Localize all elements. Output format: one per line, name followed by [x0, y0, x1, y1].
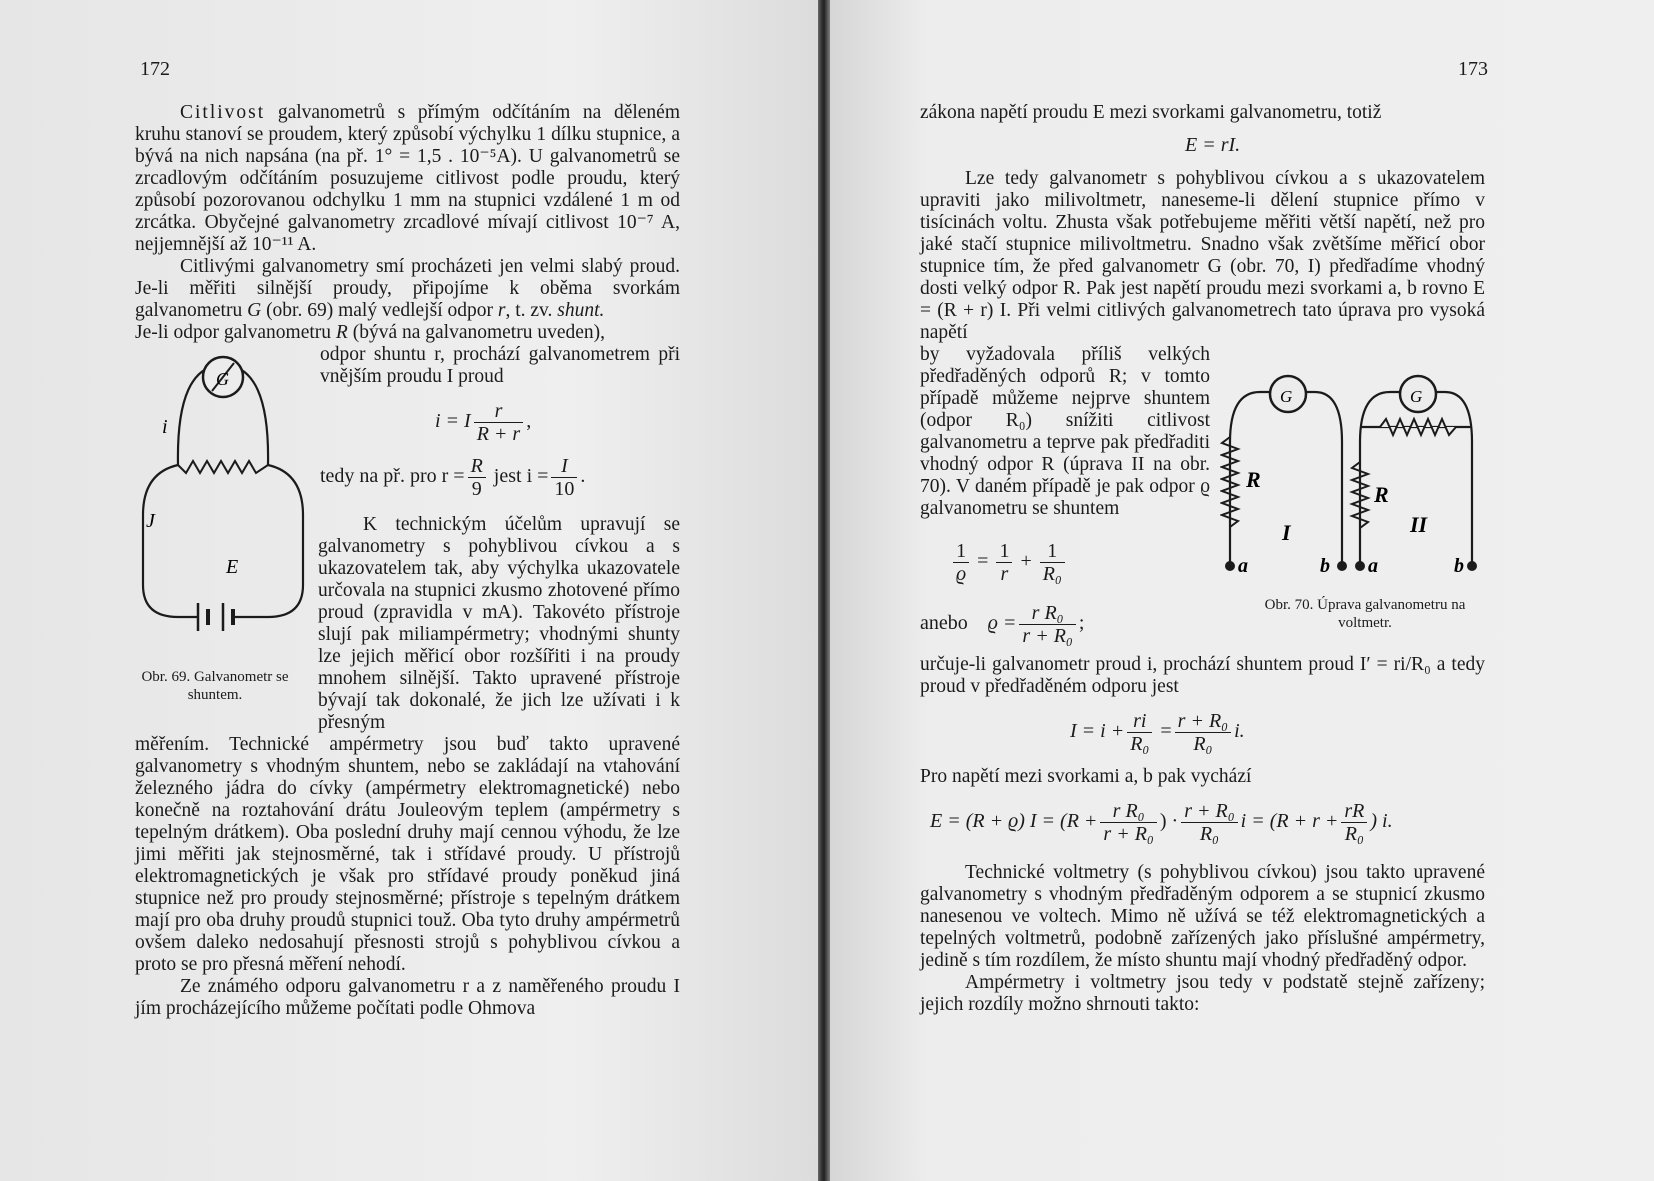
- formula-example: tedy na př. pro r = $\frac{R}{9}$ jest i = $\frac{I}{10}$ .: [320, 455, 586, 500]
- paragraph-ammeters: měřením. Technické ampérmetry jsou buď takto upravené galvanometry s vhodným shuntem, nebo se zakládají na vtahování železného jádra do cívky (ampérmetry elektromagnetické) nebo konečně na roztahování drátu Jouleovým teplem (ampérmetry s tepelným drátkem). Oba poslední druhy mají cennou výhodu, že lze jimi měřiti jak stejnosměrné, tak i střídavé proudy. U přístrojů elektromagnetických je však pro střídavé proudy poněkud jiná stupnice než pro proudy stejnosměrné; přístroje s tepelným drátkem mají pro oba druhy proudů stupnici touž. Oba tyto druhy ampérmetrů ovšem daleko nedosahují přesnosti strojů s pohyblivou cívkou a proto se pro přesná měření nehodí.: [135, 734, 680, 975]
- text-run: (obr. 69) malý vedlejší odpor: [261, 300, 498, 321]
- numerator: 1: [953, 540, 969, 563]
- paragraph-millivoltmeter: Lze tedy galvanometr s pohyblivou cívkou a s ukazovatelem upraviti jako milivoltmetr, naneseme-li dělení stupnice přímo v tisícinách voltu. Zhusta však potřebujeme měřiti větší napětí, než pro jaké stačí stupnice milivoltmetru. Snadno však zvětšíme měřicí obor stupnice tím, že před galvanometr G (obr. 70, I) předřadíme vhodný dosti velký odpor R. Pak jest napětí proudu mezi svorkami a, b rovno E = (R + r) I. Při velmi citlivých galvanometrech tato úprava pro vysoká napětí: [920, 168, 1485, 343]
- text-run: (bývá na galvanometru uveden),: [347, 322, 606, 343]
- fraction: [996, 540, 1012, 585]
- terminal-b-icon: [1337, 561, 1347, 571]
- numerator: rR: [1341, 800, 1367, 823]
- numerator: R: [468, 455, 486, 478]
- denominator: r + R₀: [1103, 823, 1154, 845]
- text-technical-right: [318, 514, 680, 734]
- terminal-a-icon: [1225, 561, 1235, 571]
- denominator: R₀: [1193, 733, 1213, 755]
- shunt-resistor-icon: [178, 461, 268, 473]
- paragraph-text: Pro napětí mezi svorkami a, b pak vychází: [920, 766, 1252, 787]
- resistor-label-R: R: [1374, 482, 1389, 507]
- text-run: Je-li odpor galvanometru: [135, 322, 336, 343]
- shunt-resistor-icon: [1380, 419, 1456, 435]
- symbol-r: r: [497, 300, 506, 321]
- numerator: 1: [996, 540, 1012, 563]
- term-shunt: shunt.: [557, 300, 605, 321]
- term-sensitivity: Citlivost: [180, 102, 266, 123]
- page-number: 173: [1458, 58, 1488, 80]
- formula-text: i.: [1234, 720, 1245, 743]
- symbol-G: G: [247, 300, 262, 321]
- circuit-label-II: II: [1410, 512, 1428, 537]
- numerator: r + R₀: [1175, 710, 1231, 733]
- formula-text: E = rI.: [1185, 134, 1241, 156]
- series-resistor-icon: [1352, 462, 1368, 528]
- paragraph-sensitivity: [135, 102, 680, 256]
- numerator: r: [474, 400, 524, 423]
- resistor-label-R: R: [1246, 467, 1261, 492]
- galvanometer-label: G: [216, 369, 229, 389]
- paragraph-text: zákona napětí proudu E mezi svorkami galvanometru, totiž: [920, 102, 1382, 123]
- text-run: , t. zv.: [505, 300, 558, 321]
- denominator: R + r: [476, 423, 521, 445]
- paragraph-text: odpor shuntu r, prochází galvanometrem při vnějším proudu I proud: [320, 344, 680, 387]
- formula-E-full: [930, 800, 1393, 845]
- formula-text: ) ·: [1159, 810, 1179, 833]
- current-label-J: J: [146, 510, 155, 532]
- formula-I: [1070, 710, 1245, 755]
- text-block-voltmeter: [920, 168, 1485, 344]
- formula-rho: [920, 602, 1084, 647]
- text-block-top: [135, 102, 680, 344]
- formula-text: E = (R + ϱ) I = (R +: [930, 810, 1098, 833]
- numerator: I: [551, 455, 577, 478]
- text-block-bottom: [920, 862, 1485, 1016]
- text-shunt-current: [920, 654, 1485, 698]
- fraction: [953, 540, 969, 585]
- figure-69-circuit: [138, 355, 308, 660]
- fraction: [468, 455, 486, 500]
- figure-69-caption: Obr. 69. Galvanometr se shuntem.: [141, 669, 289, 703]
- text-block-bottom: [135, 734, 680, 1020]
- denominator: ϱ: [956, 563, 967, 585]
- paragraph-text: určuje-li galvanometr proud i, prochází shuntem proud I′ = ri/R₀ a tedy proud v předřaděném odporu jest: [920, 654, 1485, 697]
- terminal-label-a: a: [1368, 555, 1378, 577]
- text-beside-figure: [320, 344, 680, 388]
- page-number: 172: [140, 58, 170, 80]
- formula-text: =: [1160, 720, 1172, 743]
- fraction: [1127, 710, 1152, 755]
- fraction: [1019, 602, 1075, 647]
- paragraph-technical-voltmeters: Technické voltmetry (s pohyblivou cívkou) jsou takto upravené galvanometry s vhodným předřaděným odporem a se stupnicí zkusmo nanesenou ve voltech. Mimo ně užívá se též elektromagnetických a tepelných voltmetrů, podobně zařízených jako příslušné ampérmetry, jedině s tím rozdílem, že místo shuntu mají vhodný předřaděný odpor.: [920, 862, 1485, 971]
- numerator: r R₀: [1019, 602, 1075, 625]
- formula-rho-reciprocal: $\frac{1}{ϱ}$ = $\frac{1}{r}$ + $\frac{1}{\text{R₀}}$: [950, 540, 1068, 585]
- formula-current-divider: i = I $\frac{r}{R + r}$ ,: [435, 400, 532, 445]
- emf-label-E: E: [226, 556, 239, 578]
- paragraph-text: K technickým účelům upravují se galvanometry s pohyblivou cívkou a s ukazovatelem tak, aby výchylka ukazovatele určovala na stupnici zkusmo zhotovené přímo proud (zpravidla v mA). Takovéto přístroje slují pak miliampérmetry; vhodnými shunty lze jejich měřicí obor rozšířiti i na proudy mnohem silnější. Takto upravené přístroje bývají tak dokonalé, že jich lze užívati i k přesným: [318, 514, 680, 733]
- denominator: 10: [554, 478, 575, 500]
- paragraph-summary: Ampérmetry i voltmetry jsou tedy v podstatě stejně zařízeny; jejich rozdíly možno shrnouti takto:: [920, 972, 1485, 1015]
- formula-text: anebo: [920, 612, 968, 635]
- fraction: [1040, 540, 1065, 585]
- circuit-label-I: I: [1282, 520, 1291, 545]
- text-voltage: [920, 766, 1485, 788]
- current-label-i: i: [162, 416, 168, 438]
- fraction: [1100, 800, 1156, 845]
- paragraph-text: galvanometrů s přímým odčítáním na děleném kruhu stanoví se proudem, který způsobí výchylku 1 dílku stupnice, a bývá na nich napsána (na př. 1° = 1,5 . 10⁻⁵A). U galvanometrů se zrcadlovým odčítáním posuzujeme citlivost podle proudu, který způsobí pozorovanou odchylku 1 mm na stupnici vzdálené 1 m od zrcátka. Obyčejné galvanometry zrcadlové mívají citlivost 10⁻⁷ A, nejjemnější až 10⁻¹¹ A.: [135, 102, 680, 255]
- numerator: 1: [1040, 540, 1065, 563]
- galvanometer-label: G: [1410, 387, 1423, 406]
- formula-text: ) i.: [1370, 810, 1393, 833]
- fraction: [1341, 800, 1367, 845]
- text-run: Citlivými galvanometry smí procházeti jen velmi slabý proud. Je-li měřiti silnější proudy, připojíme k oběma svorkám galvanometru: [135, 256, 680, 321]
- figure-70-caption: Obr. 70. Úprava galvanometru na voltmetr.: [1264, 597, 1466, 631]
- formula-lhs: i = I: [435, 410, 471, 433]
- formula-lhs: ϱ =: [987, 612, 1017, 635]
- left-page: [0, 0, 818, 1181]
- paragraph-shunt: [135, 256, 680, 322]
- formula-E-rI: [1185, 134, 1240, 157]
- paragraph-ohm: Ze známého odporu galvanometru r a z naměřeného proudu I jím procházejícího můžeme počítati podle Ohmova: [135, 976, 680, 1019]
- denominator: R₀: [1199, 823, 1220, 845]
- denominator: R₀: [1130, 733, 1150, 755]
- terminal-a-icon: [1355, 561, 1365, 571]
- formula-text: jest i =: [493, 465, 549, 488]
- numerator: r R₀: [1100, 800, 1156, 823]
- formula-text: tedy na př. pro r =: [320, 465, 465, 488]
- numerator: r + R₀: [1181, 800, 1237, 823]
- formula-text: ;: [1078, 612, 1085, 635]
- fraction: [1175, 710, 1231, 755]
- terminal-label-b: b: [1454, 555, 1464, 577]
- denominator: R₀: [1042, 563, 1062, 585]
- denominator: r + R₀: [1022, 625, 1073, 647]
- terminal-b-icon: [1467, 561, 1477, 571]
- right-page: [830, 0, 1654, 1181]
- terminal-label-a: a: [1238, 555, 1248, 577]
- text-line-1: [920, 102, 1485, 124]
- symbol-R: R: [335, 322, 348, 343]
- formula-lhs: I = i +: [1070, 720, 1125, 743]
- terminal-label-b: b: [1320, 555, 1330, 577]
- fraction: [1181, 800, 1237, 845]
- denominator: R₀: [1344, 823, 1364, 845]
- fraction: [474, 400, 524, 445]
- figure-70-circuits: [1220, 372, 1490, 592]
- numerator: ri: [1127, 710, 1152, 733]
- text-beside-figure-70: [920, 344, 1210, 520]
- denominator: 9: [471, 478, 482, 500]
- formula-text: i = (R + r +: [1240, 810, 1339, 833]
- paragraph-shunt-rho: by vyžadovala příliš velkých předřaděných odporů R; v tomto případě můžeme nejprve shuntem (odpor R₀) snížiti citlivost galvanometru a teprve pak předřaditi vhodný odpor R (úprava II na obr. 70). V daném případě je pak odpor ϱ galvanometru se shuntem: [920, 344, 1210, 519]
- paragraph-resistance: [135, 322, 680, 344]
- fraction: [551, 455, 577, 500]
- galvanometer-label: G: [1280, 387, 1293, 406]
- denominator: r: [1000, 563, 1009, 585]
